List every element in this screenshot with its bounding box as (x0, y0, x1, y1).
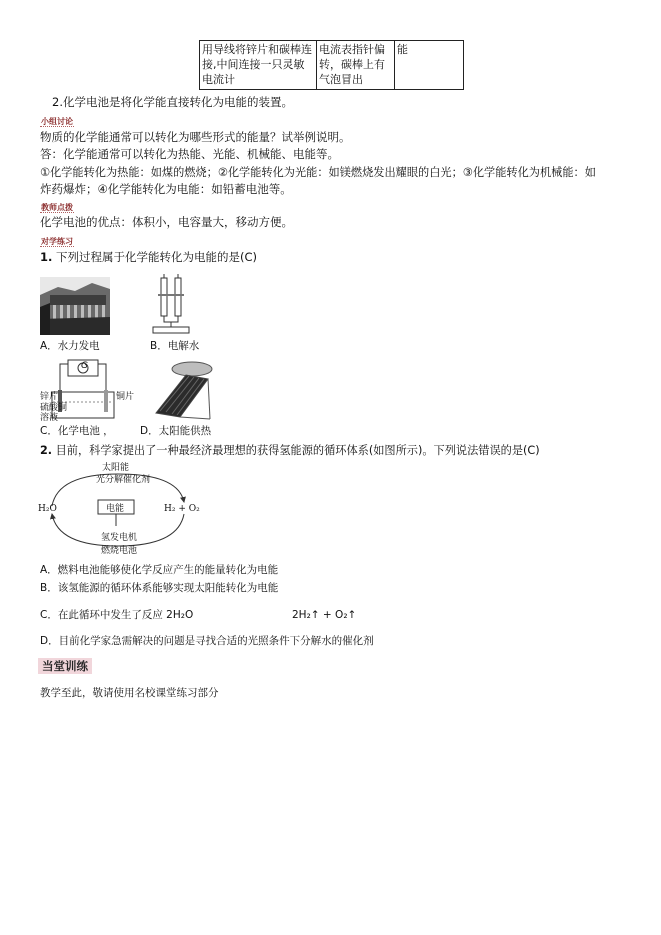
table-cell-conclusion: 能 (395, 41, 464, 90)
discussion-answer: 答：化学能通常可以转化为热能、光能、机械能、电能等。 (40, 147, 339, 161)
q2-line (40, 443, 540, 458)
diagram-water-label: H₂O (38, 504, 57, 514)
experiment-table (199, 40, 464, 90)
galvanometer-label: G (81, 361, 88, 371)
diagram-electricity-label: 电能 (106, 504, 125, 514)
hydropower-dam-image (40, 277, 110, 335)
q2-option-a: A．燃料电池能够使化学反应产生的能量转化为电能 (40, 564, 279, 576)
q1-option-a: A．水力发电 (40, 340, 100, 352)
diagram-solar-label: 太阳能 (102, 463, 130, 473)
q1-number: 1. (40, 250, 53, 264)
closing-note: 教学至此，敬请使用名校课堂练习部分 (40, 687, 219, 699)
q2-option-d: D．目前化学家急需解决的问题是寻找合适的光照条件下分解水的催化剂 (40, 635, 374, 647)
badge-discussion: 小组讨论 (41, 117, 73, 126)
zinc-label: 锌片 (40, 392, 59, 402)
discussion-question: 物质的化学能通常可以转化为哪些形式的能量？试举例说明。 (40, 130, 351, 144)
teacher-note: 化学电池的优点：体积小，电容量大，移动方便。 (40, 215, 293, 229)
copper-label: 铜片 (116, 392, 135, 402)
solar-water-heater-image (150, 357, 214, 421)
q2-option-c: C．在此循环中发生了反应 2H₂O (40, 609, 194, 621)
q1-line (40, 250, 257, 265)
electrolysis-apparatus-image (150, 274, 192, 336)
q2-stem: 目前，科学家提出了一种最经济最理想的获得氢能源的循环体系(如图所示)。下列说法错误的是(C) (55, 444, 540, 457)
q1-option-b: B．电解水 (150, 340, 200, 352)
solution-label-2: 溶液 (40, 413, 59, 423)
badge-teacher-note: 教师点拨 (41, 203, 73, 212)
table-cell-phenomenon: 电流表指针偏转，碳棒上有气泡冒出 (317, 41, 395, 90)
badge-practice: 对学练习 (41, 237, 73, 246)
q1-stem: 下列过程属于化学能转化为电能的是(C) (56, 250, 258, 264)
section-heading-practice: 当堂训练 (38, 658, 92, 674)
q2-option-b: B．该氢能源的循环体系能够实现太阳能转化为电能 (40, 582, 279, 594)
q2-number: 2. (40, 444, 53, 457)
diagram-fuel-cell-label: 燃烧电池 (101, 546, 138, 556)
solution-label-1: 硫酸铜 (40, 403, 68, 413)
table-row (200, 41, 464, 90)
diagram-generator-label: 氢发电机 (101, 533, 138, 543)
q1-option-d: D．太阳能供热 (140, 425, 212, 437)
diagram-products-label: H₂ + O₂ (164, 504, 200, 514)
q1-option-c: C．化学电池 ， (40, 425, 114, 437)
table-cell-operation: 用导线将锌片和碳棒连接,中间连接一只灵敏电流计 (200, 41, 317, 90)
discussion-examples-line1: ①化学能转化为热能：如煤的燃烧；②化学能转化为光能：如镁燃烧发出耀眼的白光；③化学能转化为机械能：如 (40, 166, 596, 179)
q2-option-c-products: 2H₂↑ + O₂↑ (292, 609, 357, 621)
discussion-examples-line2: 炸药爆炸；④化学能转化为电能：如铅蓄电池等。 (40, 182, 292, 196)
diagram-catalyst-label: 光分解催化剂 (96, 475, 151, 485)
chemical-battery-definition: 2.化学电池是将化学能直接转化为电能的装置。 (52, 95, 293, 109)
